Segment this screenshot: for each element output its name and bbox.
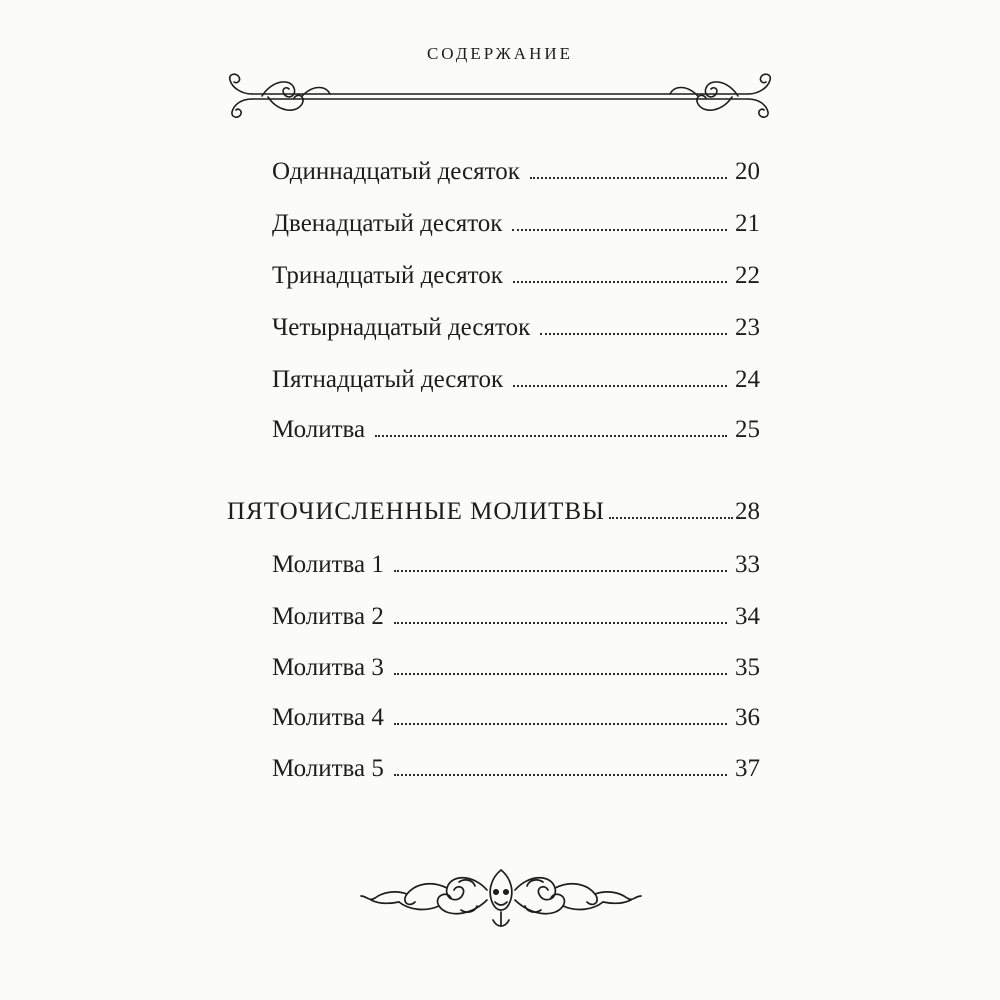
- toc-entry-title: Пятнадцатый десяток: [272, 366, 504, 393]
- toc-entry[interactable]: [272, 749, 760, 789]
- toc-section-title: ПЯТОЧИСЛЕННЫЕ МОЛИТВЫ: [227, 498, 605, 525]
- ornamental-rule-icon: [222, 70, 778, 122]
- toc-page-number: 28: [735, 498, 760, 525]
- dot-leader: [394, 570, 727, 572]
- floral-vignette-icon: [355, 860, 647, 934]
- toc-page-number: 34: [735, 603, 760, 630]
- dot-leader: [394, 622, 727, 624]
- toc-page-number: 22: [735, 262, 760, 289]
- dot-leader: [530, 177, 727, 179]
- running-header: СОДЕРЖАНИЕ: [426, 44, 574, 63]
- dot-leader: [512, 229, 727, 231]
- toc-entry[interactable]: [272, 545, 760, 585]
- toc-page-number: 37: [735, 755, 760, 782]
- dot-leader: [513, 281, 727, 283]
- toc-section-entry[interactable]: [227, 492, 760, 532]
- toc-entry-title: Молитва: [272, 416, 366, 443]
- toc-page-number: 20: [735, 158, 760, 185]
- toc-entry-title: Молитва 4: [272, 704, 384, 731]
- toc-entry[interactable]: [272, 597, 760, 637]
- dot-leader: [609, 517, 733, 519]
- toc-entry[interactable]: [272, 204, 760, 244]
- toc-entry[interactable]: [272, 308, 760, 348]
- toc-entry[interactable]: [272, 256, 760, 296]
- toc-entry-title: Двенадцатый десяток: [272, 210, 503, 237]
- dot-leader: [394, 673, 727, 675]
- toc-entry-title: Одиннадцатый десяток: [272, 158, 520, 185]
- toc-page-number: 33: [735, 551, 760, 578]
- toc-page-number: 21: [735, 210, 760, 237]
- dot-leader: [540, 333, 727, 335]
- toc-entry-title: Молитва 2: [272, 603, 384, 630]
- toc-entry-title: Молитва 5: [272, 755, 384, 782]
- toc-page-number: 24: [735, 366, 760, 393]
- toc-page-number: 25: [735, 416, 760, 443]
- toc-page-number: 36: [735, 704, 760, 731]
- toc-entry[interactable]: [272, 698, 760, 738]
- toc-entry[interactable]: [272, 410, 760, 450]
- toc-page-number: 23: [735, 314, 760, 341]
- dot-leader: [394, 723, 727, 725]
- toc-entry-title: Молитва 1: [272, 551, 384, 578]
- dot-leader: [513, 385, 727, 387]
- dot-leader: [375, 435, 727, 437]
- toc-entry[interactable]: [272, 152, 760, 192]
- toc-entry-title: Четырнадцатый десяток: [272, 314, 531, 341]
- toc-page-number: 35: [735, 654, 760, 681]
- toc-entry[interactable]: [272, 648, 760, 688]
- toc-entry[interactable]: [272, 360, 760, 400]
- dot-leader: [394, 774, 727, 776]
- toc-entry-title: Молитва 3: [272, 654, 384, 681]
- toc-entry-title: Тринадцатый десяток: [272, 262, 503, 289]
